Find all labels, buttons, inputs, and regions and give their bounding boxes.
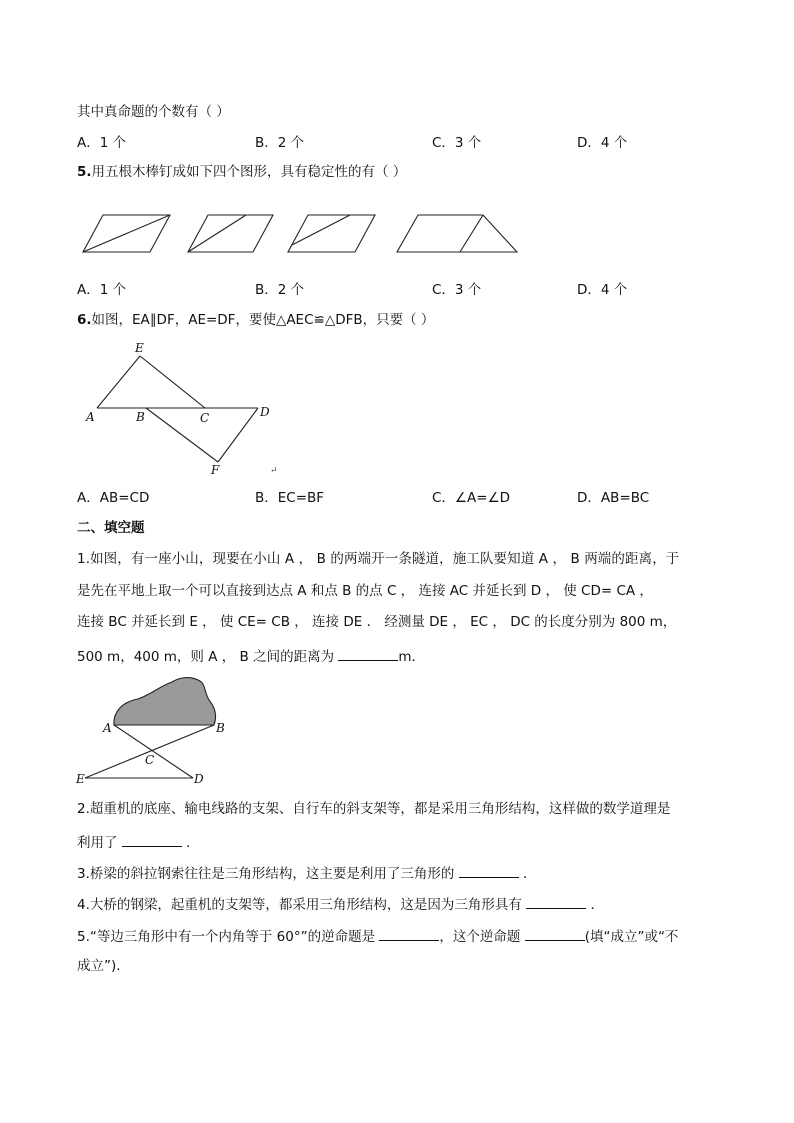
q4-option-d: D．4 个 (577, 135, 628, 151)
mountain-shape (114, 678, 216, 725)
fill1-label-c: C (145, 753, 155, 767)
q6-option-b: B．EC=BF (255, 490, 325, 506)
q5-number: 5. (77, 164, 92, 180)
q4-option-c: C．3 个 (432, 135, 482, 151)
q6-label-d: D (260, 405, 270, 419)
q6-stem (77, 311, 434, 329)
q5-figure-2-segment (188, 215, 246, 252)
fill3-text: 3.桥梁的斜拉钢索往往是三角形结构，这主要是利用了三角形的 (77, 866, 455, 882)
fill3-line (77, 863, 536, 883)
q5-figure-4-shape (397, 215, 517, 252)
q6-label-b: B (136, 410, 145, 424)
q6-label-e: E (135, 341, 144, 355)
q6-segment-ea (97, 356, 140, 408)
q6-option-d: D．AB=BC (577, 490, 650, 506)
fill2-line1: 2.超重机的底座、输电线路的支架、自行车的斜支架等，都是采用三角形结构，这样做的数学道理是 (77, 801, 671, 817)
q6-segment-bf (146, 408, 218, 462)
q5-option-a: A．1 个 (77, 282, 127, 298)
fill1-line4 (77, 646, 425, 666)
q5-text: 用五根木棒钉成如下四个图形，具有稳定性的有（ ） (91, 164, 407, 180)
fill1-line4-unit: m． (398, 649, 426, 665)
fill4-line (77, 894, 604, 914)
fill5-text-c: (填“成立”或“不 (584, 929, 679, 945)
q5-figure-1-diagonal (83, 215, 170, 252)
q5-option-d: D．4 个 (577, 282, 628, 298)
fill5-line1 (77, 926, 678, 946)
q6-label-a: A (86, 410, 95, 424)
fill1-line4-text: 500 m，400 m，则 A ， B 之间的距离为 (77, 649, 335, 665)
q5-option-c: C．3 个 (432, 282, 482, 298)
fill1-line3: 连接 BC 并延长到 E ， 使 CE= CB ， 连接 DE ． 经测量 DE ， EC ， DC 的长度分别为 800 m， (77, 614, 677, 630)
q6-segment-df (218, 408, 258, 462)
q5-figure-2-parallelogram (188, 215, 273, 252)
section-title: 二、填空题 (77, 520, 145, 536)
fill5-text-a: 5.“等边三角形中有一个内角等于 60°”的逆命题是 (77, 929, 376, 945)
q5-figure-4-segment (460, 215, 483, 252)
fill1-answer-blank[interactable] (338, 646, 398, 661)
q4-option-b: B．2 个 (255, 135, 305, 151)
fill1-line1: 1.如图，有一座小山，现要在小山 A ， B 的两端开一条隧道，施工队要知道 A ， B 两端的距离，于 (77, 551, 680, 567)
fill1-label-e: E (76, 772, 85, 786)
q6-label-c: C (200, 411, 210, 425)
q6-label-f: F (211, 463, 220, 477)
q6-number: 6. (77, 312, 92, 328)
fill4-text: 4.大桥的钢梁，起重机的支架等，都采用三角形结构，这是因为三角形具有 (77, 897, 522, 913)
q4-option-a: A．1 个 (77, 135, 127, 151)
fill5-line2: 成立”). (77, 958, 121, 974)
q5-figure-3-segment (292, 215, 350, 245)
fill1-segment-be (85, 725, 214, 778)
q4-stem: 其中真命题的个数有（ ） (77, 104, 230, 120)
q6-option-a: A．AB=CD (77, 490, 150, 506)
fill1-label-b: B (216, 721, 225, 735)
fill5-answer-blank-1[interactable] (379, 926, 439, 941)
fill3-answer-blank[interactable] (459, 863, 519, 878)
fill5-answer-blank-2[interactable] (525, 926, 585, 941)
fill2-line2-text: 利用了 (77, 835, 118, 851)
q6-text: 如图，EA∥DF，AE=DF，要使△AEC≌△DFB，只要（ ） (91, 312, 435, 328)
q5-option-b: B．2 个 (255, 282, 305, 298)
fill5-text-b: ，这个逆命题 (439, 929, 521, 945)
fill2-line2 (77, 832, 200, 852)
q5-figure-3-parallelogram (288, 215, 375, 252)
q5-stem (77, 163, 406, 181)
q6-segment-ec (140, 356, 205, 408)
fill2-answer-blank[interactable] (122, 832, 182, 847)
q5-figure-1-parallelogram (83, 215, 170, 252)
q6-return-mark: ↵ (270, 466, 278, 476)
fill1-label-a: A (103, 721, 112, 735)
fill3-period: ． (522, 866, 537, 882)
fill2-period: ． (186, 835, 200, 851)
fill4-period: ． (590, 897, 604, 913)
fill1-label-d: D (194, 772, 204, 786)
fill1-segment-ad (114, 725, 193, 778)
fill4-answer-blank[interactable] (526, 894, 586, 909)
fill1-line2: 是先在平地上取一个可以直接到达点 A 和点 B 的点 C ， 连接 AC 并延长到 D ， 使 CD= CA ， (77, 583, 653, 599)
q6-option-c: C．∠A=∠D (432, 490, 511, 506)
